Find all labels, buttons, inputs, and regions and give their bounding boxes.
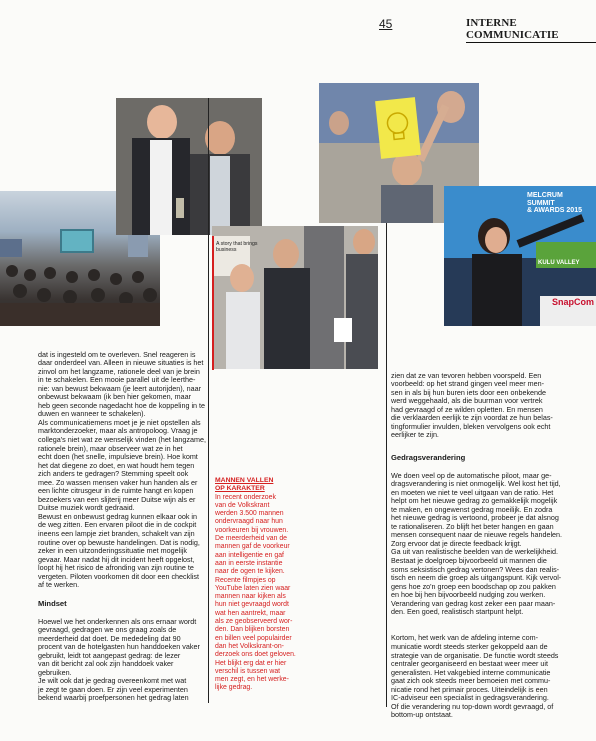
sidebar-accent-bar bbox=[212, 236, 214, 370]
story-sign-text: A story that brings business bbox=[216, 241, 258, 253]
two-men-photo bbox=[116, 98, 262, 235]
two-men-scene bbox=[116, 98, 262, 235]
heading-gedragsverandering: Gedragsverandering bbox=[391, 453, 466, 463]
left-column-para-1: dat is ingesteld om te overleven. Snel reageren is daar onderdeel van. Alleen in nieuwe situaties is het zinvol om het langzame, rationele deel van je brein in te schakelen. Een mooie parallel uit de leerthe- nie: van bewust bekwaam (je leert autorijden), naar onbewust bekwaam (ik ben hier gekomen, maar heb geen seconde nagedacht hoe de koppeling in te duwen en wanneer te schakelen). Als communicatiemens moet je je niet opstellen als marktonderzoeker, maar als antropoloog. Vraag je collega's niet wat ze wenselijk vinden (het langzame, rationele brein), maar observeer wat ze in het echt doen (het snelle, impulsieve brein). Hoe komt het dat diegene zo doet, en wat houdt hem tegen zich anders te gedragen? Stemming speelt ook mee. Zo wassen mensen vaker hun handen als er een lichte citrusgeur in de ruimte hangt en kopen bezoekers van een slijterij meer Duitse wijn als er Duitse muziek wordt gedraaid. Bewust en onbewust gedrag kunnen elkaar ook in de weg zitten. Een ervaren piloot die in de cockpit ineens een lampje ziet branden, schakelt van zijn routine over op bewuste handelingen. Dat is nodig, zeker in een uitzonderingssituatie met mogelijk gevaar. Maar nadat hij dit incident heeft opgelost, loopt hij het risico de afronding van zijn routine te vergeten. Piloten voorkomen dit door een checklist af te werken. bbox=[38, 349, 206, 590]
lightbulb-card bbox=[375, 97, 421, 159]
left-column-para-2: Hoewel we het onderkennen als ons ernaar wordt gevraagd, gedragen we ons graag zoals de meerderheid dat doet. De mededeling dat 90 procent van de hotelgasten hun handdoeken vaker gebruikt, leidt tot aangepast gedrag: de lezer van dit bericht zal ook zijn handdoek vaker gebruiken. Je wilt ook dat je gedrag overeenkomt met wat je zegt te gaan doen. Er zijn veel experimenten bekend waarbij proefpersonen het gedrag laten bbox=[38, 616, 200, 703]
snapcomms-text: SnapCom bbox=[552, 297, 595, 307]
sidebar-body: In recent onderzoek van de Volkskrant werden 3.500 mannen ondervraagd naar hun voorkeuren bij vrouwen. De meerderheid van de mannen gaf de voorkeur aan intelligentie en gaf aan in eerste instantie naar de ogen te kijken. Recente filmpjes op YouTube laten zien waar mannen naar kijken als hun niet gevraagd wordt wat hen aantrekt, maar als ze geobserveerd wor- den. Dan blijken borsten en billen veel populairder dan het Volkskrant-on- derzoek ons doet geloven. Het blijkt erg dat er hier verschil is tussen wat men zegt, en het werke- lijke gedrag. bbox=[215, 493, 296, 692]
page-number: 45 bbox=[379, 17, 393, 31]
right-column bbox=[391, 363, 569, 728]
right-column-para-2: We doen veel op de automatische piloot, maar ge- dragsverandering is niet onmogelijk. Wel kost het tijd, en moeten we niet te veel uitgaan van de ratio. Het helpt om het nieuwe gedrag zo gemakkelijk mogelijk te maken, en ongewenst gedrag moeilijk. En zodra het nieuwe gedrag is vertoond, probeer je dat alsnog te rationaliseren. Zo blijft het beter hangen en gaan mensen consequent naar de nieuwe regels handelen. Zorg ervoor dat je directe feedback krijgt. Ga uit van realistische beelden van de werkelijkheid. Bestaat je doelgroep bijvoorbeeld uit mannen die soms seksistisch gedrag vertonen? Wees dan realis- tisch en neem die groep als uitgangspunt. Kijk vervol- gens hoe zo'n groep een boodschap op zou pakken en hoe bij hen bijvoorbeeld nudging zou werken. Verandering van gedrag kost zeker een paar maan- den. Een goed, realistisch startpunt helpt. bbox=[391, 470, 563, 617]
sidebar-heading: MANNEN VALLEN OP KARAKTER bbox=[215, 477, 274, 493]
heading-mindset: Mindset bbox=[38, 599, 67, 609]
lightbulb-icon bbox=[375, 97, 421, 159]
right-column-para-3: Kortom, het werk van de afdeling interne com- municatie wordt steeds sterker gekoppeld aan de strategie van de organisatie. De functie wordt steeds centraler georganiseerd en bestaat weer meer uit generalisten. Het vakgebied interne communicatie gaat zich ook steeds meer bemoeien met commu- nicatie rond het primair proces. Uiteindelijk is een IC-adviseur een specialist in gedragsverandering. Of die verandering nu top-down wordt gevraagd, of bottom-up ontstaat. bbox=[391, 633, 559, 720]
section-title: INTERNE COMMUNICATIE bbox=[466, 17, 596, 43]
column-divider-right bbox=[386, 223, 387, 707]
kulu-valley-text: KULU VALLEY bbox=[538, 260, 580, 266]
sidebar-box bbox=[215, 477, 297, 693]
column-divider-left bbox=[208, 98, 209, 703]
left-column bbox=[38, 342, 206, 712]
right-column-para-1: zien dat ze van tevoren hebben voorspeld. Een voorbeeld: op het strand gingen veel meer men- sen in als bij hun buren iets door een onbekende werd weggehaald, als die buurman voor vertrek had gevraagd of ze wilden opletten. En mensen die verklaarden eerlijk te zijn voordat ze hun belas- tingformulier invulden, bleken vervolgens ook echt eerlijker te zijn. bbox=[391, 370, 553, 440]
summit-banner-text: MELCRUM SUMMIT & AWARDS 2015 bbox=[527, 192, 582, 214]
